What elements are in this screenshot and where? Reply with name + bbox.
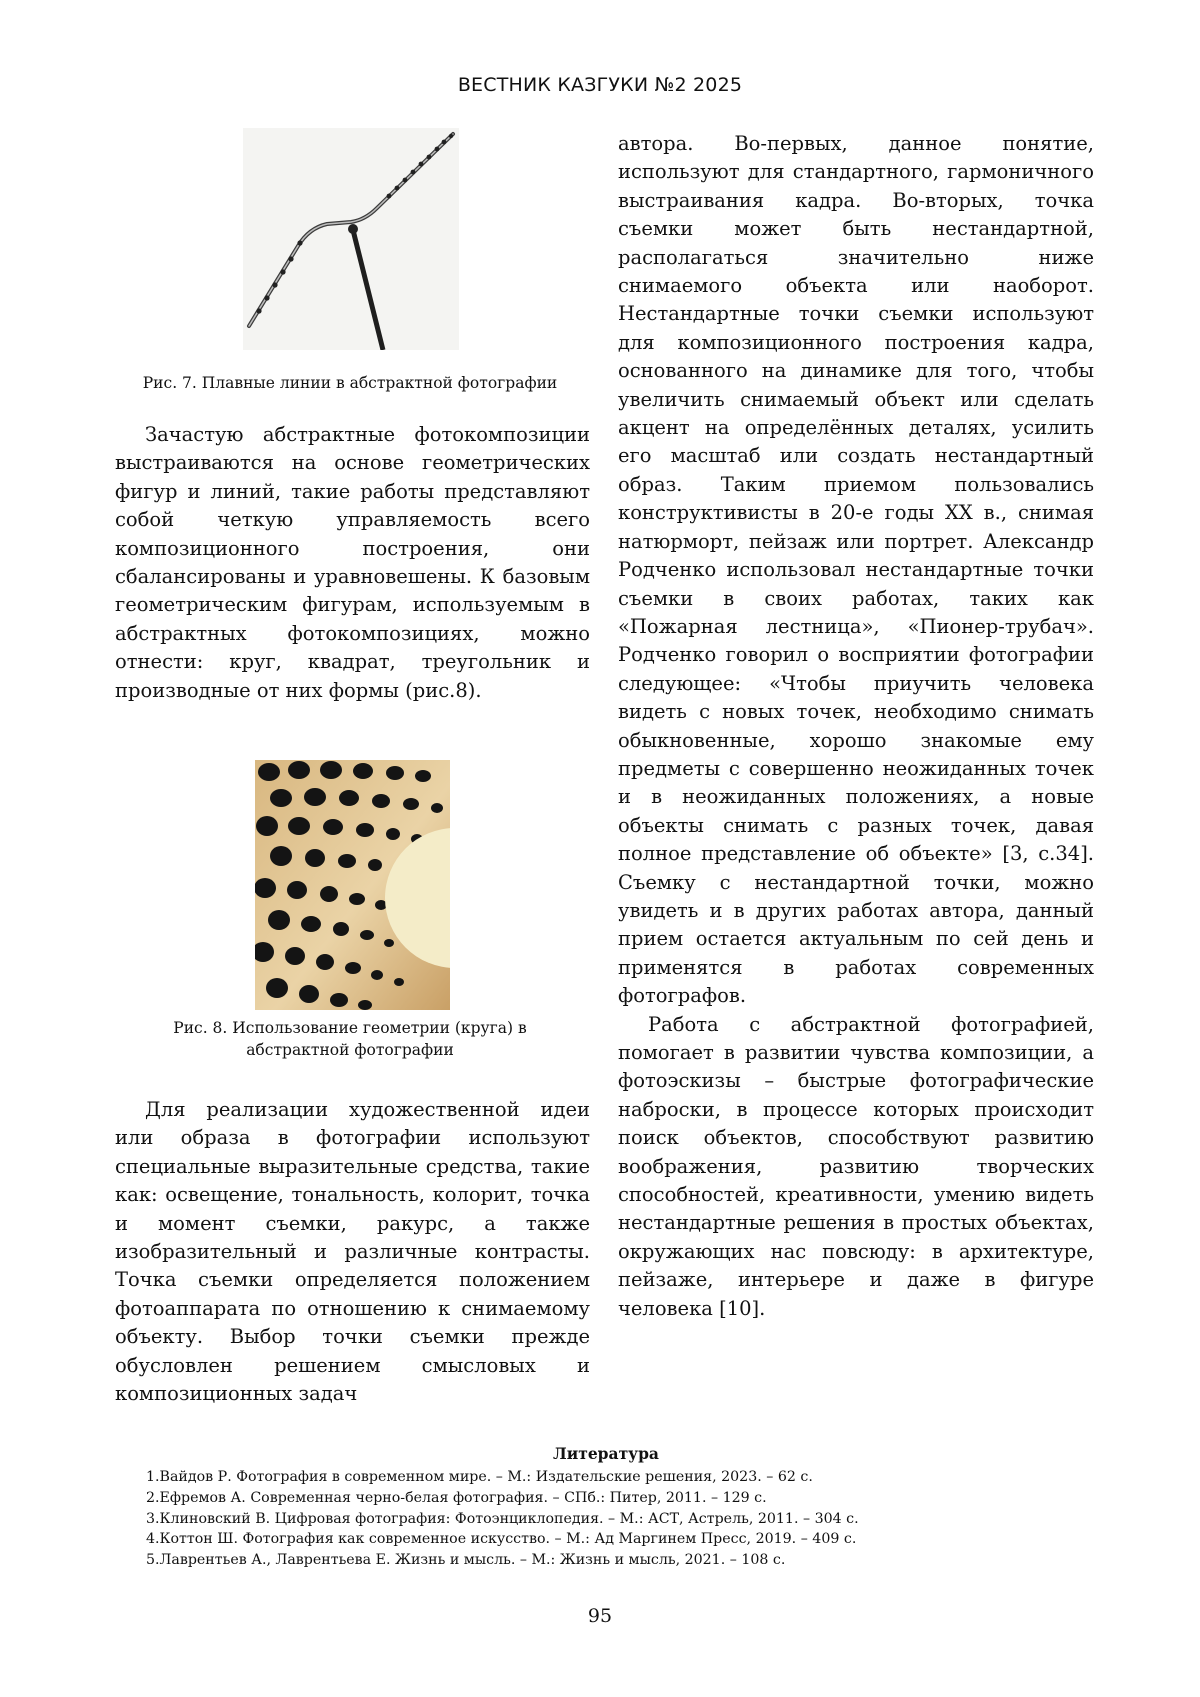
reference-item: 1.Вайдов Р. Фотография в современном мире. – М.: Издательские решения, 2023. – 62 с. — [146, 1469, 813, 1485]
figure-8-caption — [130, 1017, 570, 1061]
reference-item: 4.Коттон Ш. Фотография как современное искусство. – М.: Ад Маргинем Пресс, 2019. – 409 с. — [146, 1531, 857, 1548]
reference-item: 3.Клиновский В. Цифровая фотография: Фотоэнциклопедия. – М.: АСТ, Астрель, 2011. – 304 с. — [146, 1510, 859, 1527]
right-column — [618, 130, 1094, 1323]
left-column-top — [115, 421, 590, 705]
figure-7-caption: Рис. 7. Плавные линии в абстрактной фотографии — [142, 374, 558, 392]
references-title: Литература — [553, 1444, 659, 1463]
reference-item: 5.Лаврентьев А., Лаврентьева Е. Жизнь и мысль. – М.: Жизнь и мысль, 2021. – 108 с. — [146, 1552, 786, 1569]
reference-item: 2.Ефремов А. Современная черно-белая фотография. – СПб.: Питер, 2011. – 129 с. — [146, 1489, 767, 1506]
journal-header: ВЕСТНИК КАЗГУКИ №2 2025 — [457, 74, 743, 96]
figure-8-circle-geometry-image — [255, 760, 450, 1010]
references-list — [0, 1467, 1200, 1571]
body-paragraph: Зачастую абстрактные фотокомпозиции выстраиваются на основе геометрических фигур и линий, такие работы представляют собой четкую управляемость всего композиционного построения, они сбалансированы и уравновешены. К базовым геометрическим фигурам, используемым в абстрактных фотокомпозициях, можно отнести: круг, квадрат, треугольник и производные от них формы (рис.8). — [115, 423, 590, 702]
figure-8-caption-line1: Рис. 8. Использование геометрии (круга) в — [173, 1019, 527, 1037]
references-section — [0, 1443, 1200, 1571]
figure-8-caption-line2: абстрактной фотографии — [246, 1041, 454, 1059]
body-paragraph: Работа с абстрактной фотографией, помогает в развитии чувства композиции, а фотоэскизы – быстрые фотографические наброски, в процессе которых происходит поиск объектов, способствуют развитию воображения, развитию творческих способностей, креативности, умению видеть нестандартные решения в простых объектах, окружающих нас повсюду: в архитектуре, пейзаже, интерьере и даже в фигуре человека [10]. — [618, 1012, 1094, 1320]
body-paragraph: автора. Во-первых, данное понятие, используют для стандартного, гармоничного выстраивания кадра. Во-вторых, точка съемки может быть нестандартной, располагаться значительно ниже снимаемого объекта или наоборот. Нестандартные точки съемки используют для композиционного построения кадра, основанного на динамике для того, чтобы увеличить снимаемый объект или сделать акцент на определённых деталях, усилить его масштаб или создать нестандартный образ. Таким приемом пользовались конструктивисты в 20-е годы XX в., снимая натюрморт, пейзаж или портрет. Александр Родченко использовал нестандартные точки съемки в своих работах, таких как «Пожарная лестница», «Пионер-трубач». Родченко говорил о восприятии фотографии следующее: «Чтобы приучить человека видеть с новых точек, необходимо снимать обыкновенные, хорошо знакомые ему предметы с совершенно неожиданных точек и в неожиданных положениях, а новые объекты снимать с разных точек, давая полное представление об объекте» [3, с.34]. Съемку с нестандартной точки, можно увидеть и в других работах автора, данный прием остается актуальным по сей день и применятся в работах современных фотографов. — [618, 132, 1094, 1008]
left-column-bottom — [115, 1096, 590, 1408]
body-paragraph: Для реализации художественной идеи или образа в фотографии используют специальные выразительные средства, такие как: освещение, тональность, колорит, точка и момент съемки, ракурс, а также изобразительный и различные контрасты. Точка съемки определяется положением фотоаппарата по отношению к снимаемому объекту. Выбор точки съемки прежде обусловлен решением смысловых и композиционных задач — [115, 1098, 590, 1406]
page-number: 95 — [587, 1605, 613, 1627]
figure-7-abstract-lines-image — [243, 128, 459, 350]
